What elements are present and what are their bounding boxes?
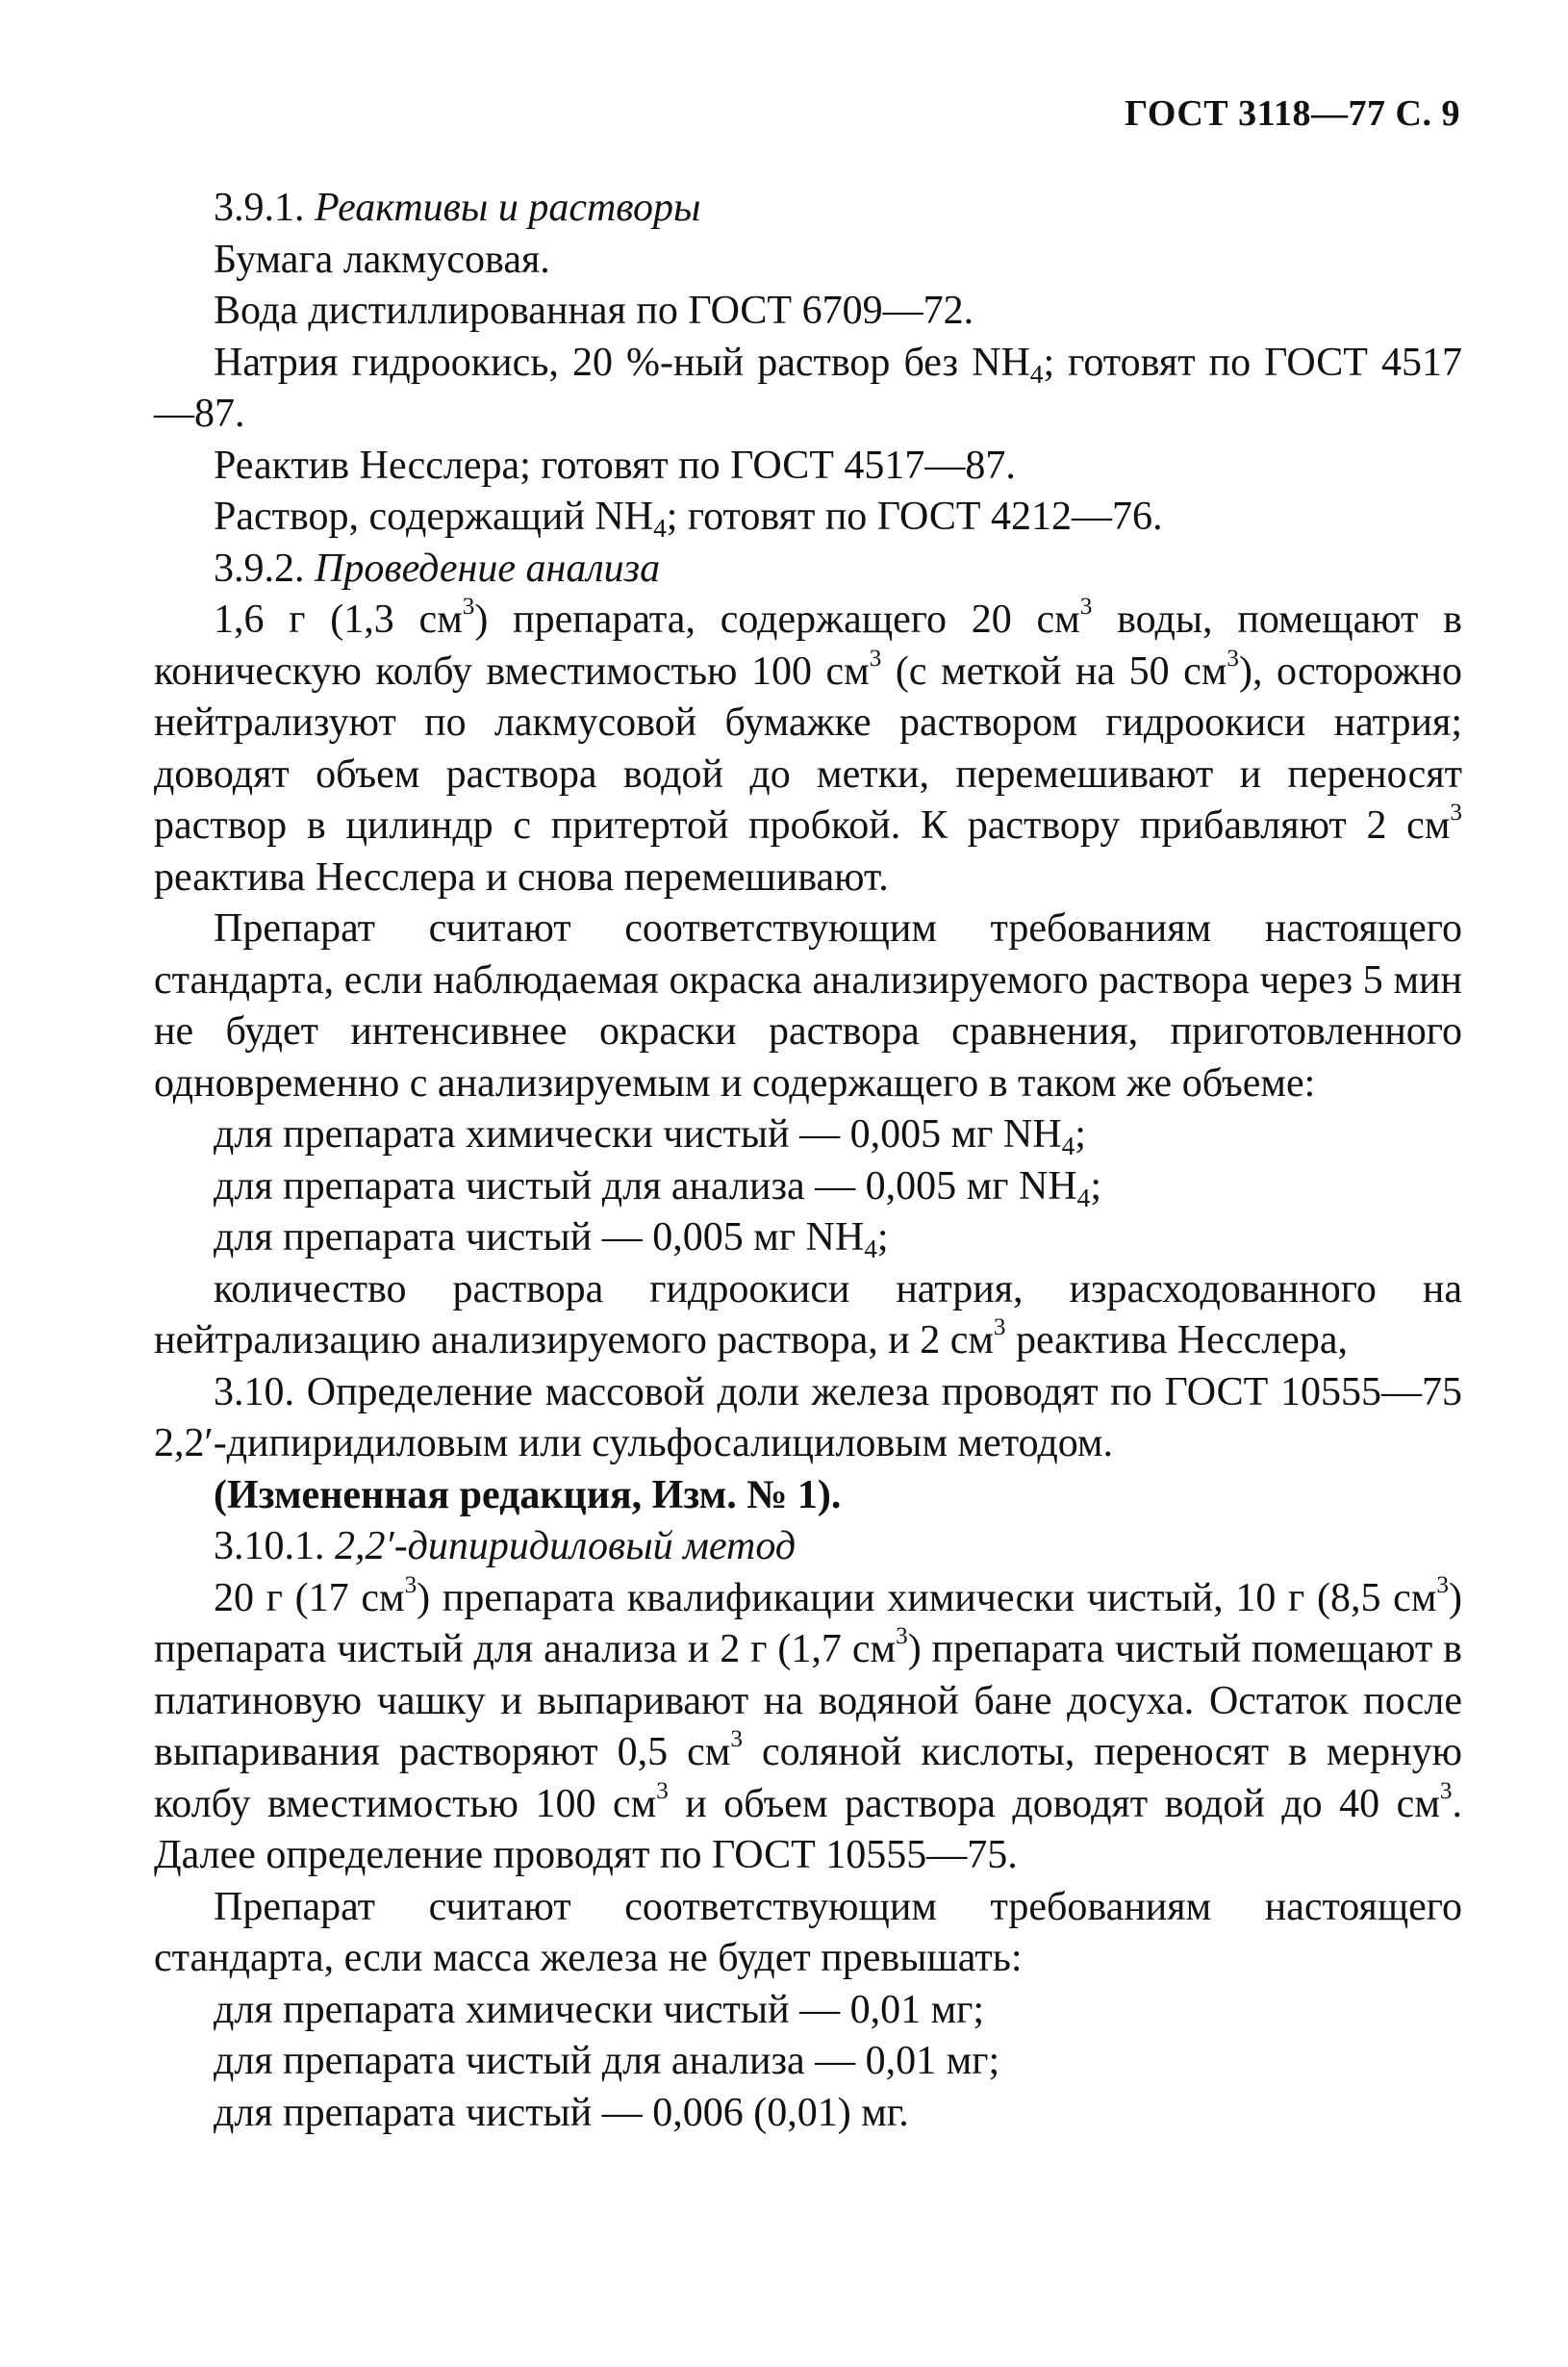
- subscript: 4: [653, 514, 667, 544]
- section-title: 2,2′-дипиридиловый метод: [335, 1524, 797, 1568]
- list-item: для препарата чистый для анализа — 0,01 мг;: [214, 2039, 1000, 2083]
- section-3-9-1-heading: [154, 183, 1462, 235]
- text-run: реактива Несслера и снова перемешивают.: [154, 854, 889, 900]
- text-run: Раствор, содержащий NH: [214, 495, 654, 539]
- section-title: Реактивы и растворы: [315, 186, 701, 230]
- subscript: 4: [1029, 359, 1044, 389]
- superscript: 3: [1227, 645, 1239, 672]
- paragraph: Вода дистиллированная по ГОСТ 6709—72.: [214, 289, 974, 333]
- section-number: 3.9.2.: [214, 546, 305, 591]
- subscript: 4: [1076, 1183, 1091, 1212]
- superscript: 3: [1079, 594, 1093, 621]
- text-run: ) препарата квалификации химически чистый, 10 г (8,5 см: [417, 1575, 1437, 1620]
- paragraph: Препарат считают соответствующим требованиям настоящего стандарта, если масса железа не будет превышать:: [154, 1884, 1462, 1980]
- superscript: 3: [896, 1623, 908, 1650]
- text-run: ) препарата чистый помещают в платиновую чашку и выпаривают на водяной бане досуха. Остаток после выпаривания растворяют 0,5 см: [154, 1627, 1462, 1774]
- subscript: 4: [864, 1234, 877, 1264]
- page-header: ГОСТ 3118—77 С. 9: [1125, 93, 1460, 134]
- superscript: 3: [730, 1726, 743, 1753]
- text-run: и объем раствора доводят водой до 40 см: [668, 1781, 1440, 1826]
- paragraph: [154, 338, 1462, 441]
- subscript: 4: [1061, 1132, 1075, 1161]
- text-run: для препарата чистый — 0,005 мг NH: [214, 1215, 865, 1260]
- amendment-note: (Измененная редакция, Изм. № 1).: [214, 1472, 842, 1517]
- text-run: для препарата чистый для анализа — 0,005 мг NH: [214, 1163, 1077, 1209]
- text-run: ;: [1075, 1112, 1086, 1157]
- text-run: для препарата химически чистый — 0,005 мг NH: [214, 1112, 1062, 1157]
- text-run: (с меткой на 50 см: [881, 649, 1227, 694]
- list-item: [154, 1212, 1462, 1264]
- list-item: [154, 1161, 1462, 1213]
- paragraph: [154, 595, 1462, 904]
- text-run: воды, помещают в коническую колбу вместимостью 100 см: [154, 598, 1463, 694]
- section-3-10-1-heading: [154, 1521, 1462, 1573]
- paragraph: Бумага лакмусовая.: [214, 237, 550, 282]
- superscript: 3: [869, 645, 882, 672]
- text-run: . Далее определение проводят по ГОСТ 10555—75.: [154, 1781, 1462, 1877]
- text-run: 1,6 г (1,3 см: [214, 598, 463, 642]
- section-number: 3.9.1.: [214, 186, 305, 230]
- superscript: 3: [656, 1777, 669, 1804]
- list-item: для препарата химически чистый — 0,01 мг;: [214, 1987, 985, 2032]
- text-run: ;: [876, 1215, 889, 1260]
- text-run: ; готовят по ГОСТ 4517—87.: [154, 340, 1462, 436]
- document-body: [154, 183, 1462, 2139]
- text-run: ;: [1090, 1163, 1101, 1209]
- superscript: 3: [1439, 1777, 1453, 1804]
- superscript: 3: [1450, 800, 1462, 827]
- superscript: 3: [1436, 1571, 1449, 1598]
- text-run: реактива Несслера,: [1005, 1318, 1348, 1362]
- text-run: ) препарата, содержащего 20 см: [474, 598, 1080, 642]
- superscript: 3: [404, 1571, 417, 1598]
- text-run: 20 г (17 см: [214, 1575, 405, 1620]
- section-3-9-2-heading: [154, 544, 1462, 596]
- list-item: для препарата чистый — 0,006 (0,01) мг.: [214, 2090, 909, 2135]
- superscript: 3: [993, 1314, 1006, 1341]
- paragraph: Препарат считают соответствующим требованиям настоящего стандарта, если наблюдаемая окраска анализируемого раствора через 5 мин не будет интенсивнее окраски раствора сравнения, приготовленного одновременно с анализируемым и содержащего в таком же объеме:: [154, 906, 1462, 1106]
- text-run: ; готовят по ГОСТ 4212—76.: [666, 495, 1163, 539]
- text-run: ), осторожно нейтрализуют по лакмусовой бумажке раствором гидроокиси натрия; доводят объем раствора водой до метки, перемешивают и переносят раствор в цилиндр с притертой пробкой. К раствору прибавляют 2 см: [154, 649, 1462, 848]
- text-run: соляной кислоты, переносят в мерную колбу вместимостью 100 см: [154, 1730, 1463, 1826]
- superscript: 3: [462, 594, 475, 621]
- list-item: [154, 1109, 1462, 1161]
- paragraph: [154, 1573, 1462, 1882]
- text-run: ) препарата чистый для анализа и 2 г (1,7 см: [154, 1575, 1462, 1671]
- section-number: 3.10.1.: [214, 1524, 325, 1568]
- section-title: Проведение анализа: [315, 546, 661, 591]
- paragraph: [154, 492, 1462, 544]
- text-run: количество раствора гидроокиси натрия, израсходованного на нейтрализацию анализируемого раствора, и 2 см: [154, 1266, 1462, 1362]
- text-run: Натрия гидроокись, 20 %-ный раствор без NH: [214, 340, 1030, 385]
- paragraph: 3.10. Определение массовой доли железа проводят по ГОСТ 10555—75 2,2′-дипиридиловым или сульфосалициловым методом.: [154, 1369, 1462, 1465]
- list-item: [154, 1264, 1462, 1367]
- paragraph: Реактив Несслера; готовят по ГОСТ 4517—87.: [214, 443, 1016, 488]
